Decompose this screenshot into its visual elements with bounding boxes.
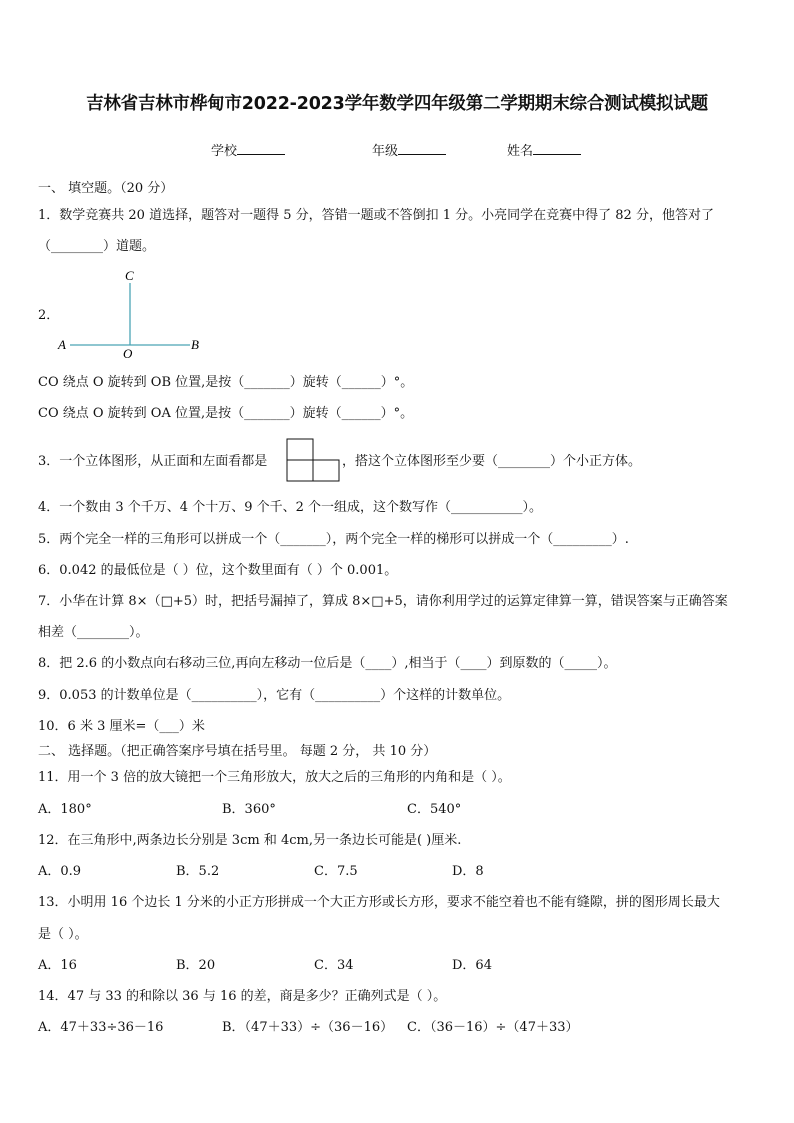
question-12-option-b: B．5.2 [176,864,220,879]
section-1-heading: 一、 填空题。（20 分） [38,181,174,196]
question-12-stem: 12．在三角形中,两条边长分别是 3cm 和 4cm,另一条边长可能是( )厘米. [38,833,462,848]
point-o-label: O [123,346,133,361]
question-3-stem-before: 3．一个立体图形，从正面和左面看都是 [38,454,268,469]
question-2-line-1: CO 绕点 O 旋转到 OB 位置,是按（_______）旋转（______）°。 [38,375,414,390]
question-13-option-b: B．20 [176,958,216,973]
question-13-option-d: D．64 [452,958,492,973]
section-2-heading: 二、 选择题。（把正确答案序号填在括号里。 每题 2 分， 共 10 分） [38,744,437,759]
question-3-stem-after: ，搭这个立体图形至少要（________）个小正方体。 [342,454,642,469]
question-2-line-2: CO 绕点 O 旋转到 OA 位置,是按（_______）旋转（______）°。 [38,406,414,421]
question-13-line-1: 13．小明用 16 个边长 1 分米的小正方形拼成一个大正方形或长方形，要求不能空着也不能有缝隙，拼的图形周长最大 [38,895,720,910]
question-1-line-2: （________）道题。 [38,239,156,254]
school-blank [237,141,285,155]
grade-blank [398,141,446,155]
question-11-option-b: B．360° [222,802,276,817]
page-title: 吉林省吉林市桦甸市2022-2023学年数学四年级第二学期期末综合测试模拟试题 [86,94,708,114]
question-2-number: 2． [38,308,60,323]
question-13-line-2: 是（ ）。 [38,927,88,942]
point-b-label: B [191,337,199,352]
question-7-line-2: 相差（________）。 [38,625,149,640]
question-7-line-1: 7．小华在计算 8×（□+5）时，把括号漏掉了，算成 8×□+5，请你利用学过的运算定律算一算，错误答案与正确答案 [38,594,728,609]
cube-view-figure [286,438,342,484]
question-14-stem: 14．47 与 33 的和除以 36 与 16 的差，商是多少？正确列式是（ ）。 [38,989,447,1004]
point-c-label: C [125,268,134,283]
question-5: 5．两个完全一样的三角形可以拼成一个（_______），两个完全一样的梯形可以拼成一个（_________）. [38,532,629,547]
grade-label: 年级 [372,144,399,159]
question-6: 6．0.042 的最低位是（ ）位，这个数里面有（ ）个 0.001。 [38,563,398,578]
question-14-option-c: C．（36－16）÷（47＋33） [407,1020,579,1035]
question-11-option-a: A．180° [38,802,92,817]
question-14-option-a: A．47＋33÷36－16 [38,1020,164,1035]
school-label: 学校 [211,144,238,159]
question-9: 9．0.053 的计数单位是（__________），它有（__________）个这样的计数单位。 [38,688,511,703]
question-14-option-b: B．（47＋33）÷（36－16） [222,1020,394,1035]
question-1-line-1: 1．数学竞赛共 20 道选择，题答对一题得 5 分，答错一题或不答倒扣 1 分。小亮同学在竞赛中得了 82 分，他答对了 [38,208,714,223]
question-12-option-a: A．0.9 [38,864,82,879]
question-4: 4．一个数由 3 个千万、4 个十万、9 个千、2 个一组成，这个数写作（___________）。 [38,500,543,515]
school-field [211,141,285,160]
question-10: 10．6 米 3 厘米=（___）米 [38,719,205,734]
question-11-option-c: C．540° [407,802,462,817]
name-blank [533,141,581,155]
name-field [507,141,581,160]
name-label: 姓名 [507,144,534,159]
angle-diagram [55,266,210,362]
question-12-option-c: C．7.5 [314,864,358,879]
question-13-option-a: A．16 [38,958,77,973]
question-13-option-c: C．34 [314,958,354,973]
question-8: 8．把 2.6 的小数点向右移动三位,再向左移动一位后是（____）,相当于（____）到原数的（_____）。 [38,656,617,671]
question-12-option-d: D．8 [452,864,484,879]
point-a-label: A [58,337,66,352]
question-11-stem: 11．用一个 3 倍的放大镜把一个三角形放大，放大之后的三角形的内角和是（ ）。 [38,770,511,785]
grade-field [372,141,446,160]
